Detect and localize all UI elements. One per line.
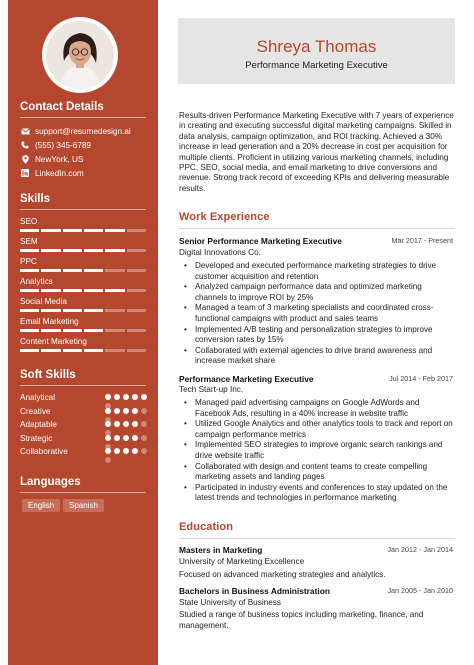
- soft-skill-row: [20, 420, 146, 429]
- contact-email-text: support@resumedesign.ai: [35, 126, 131, 136]
- skill-level-segment: [41, 309, 60, 312]
- skill-label: Social Media: [20, 297, 67, 306]
- skill-level-segment: [63, 309, 82, 312]
- contact-linkedin-text: LinkedIn.com: [35, 168, 84, 178]
- work-experience-divider: [179, 228, 455, 229]
- list-item: • Managed paid advertising campaigns on Google AdWords and Facebook Ads, resulting in a 40% increase in website traffic: [184, 398, 455, 419]
- skill-level-segment: [105, 269, 124, 272]
- contact-location-text: NewYork, US: [35, 154, 84, 164]
- skill-level-segment: [20, 289, 39, 292]
- skill-level-segment: [127, 249, 146, 252]
- skill-level-segment: [127, 229, 146, 232]
- skill-level-bar: [20, 349, 146, 352]
- linkedin-icon: [20, 168, 30, 178]
- contact-heading: Contact Details: [20, 101, 104, 113]
- skills-divider: [20, 209, 146, 210]
- skill-level-bar: [20, 329, 146, 332]
- rating-dot: [132, 421, 138, 427]
- skill-row: [20, 297, 146, 306]
- soft-skill-label: Creative: [20, 406, 51, 416]
- skill-level-segment: [84, 309, 103, 312]
- soft-skill-label: Adaptable: [20, 420, 57, 430]
- skill-label: Email Marketing: [20, 317, 79, 326]
- skill-label: Analytics: [20, 277, 53, 286]
- rating-dot: [123, 421, 129, 427]
- rating-dot: [123, 435, 129, 441]
- soft-skill-row: [20, 393, 146, 402]
- sidebar: [8, 0, 158, 665]
- skill-label: SEM: [20, 237, 38, 246]
- soft-skill-row: [20, 447, 146, 456]
- skill-level-segment: [63, 249, 82, 252]
- skill-level-segment: [84, 289, 103, 292]
- education-heading: Education: [179, 521, 234, 533]
- soft-skill-row: [20, 407, 146, 416]
- name-header: [178, 18, 455, 84]
- job-2-dates: Jul 2014 - Feb 2017: [389, 374, 453, 383]
- profile-photo: [46, 21, 114, 89]
- rating-dot: [114, 421, 120, 427]
- soft-skills-divider: [20, 385, 146, 386]
- skill-level-segment: [63, 329, 82, 332]
- rating-dot: [123, 448, 129, 454]
- work-experience-heading: Work Experience: [179, 211, 270, 223]
- contact-location: [20, 154, 83, 164]
- skill-label: SEO: [20, 217, 38, 226]
- skill-row: [20, 337, 146, 346]
- skill-level-segment: [105, 309, 124, 312]
- skill-level-segment: [41, 289, 60, 292]
- list-item: • Analyzed campaign performance data and optimized marketing channels to improve ROI by 25%: [184, 282, 455, 303]
- location-icon: [20, 154, 30, 164]
- rating-dot: [105, 421, 111, 427]
- soft-skill-label: Strategic: [20, 433, 53, 443]
- contact-phone[interactable]: [20, 140, 91, 150]
- contact-email[interactable]: [20, 126, 131, 136]
- phone-icon: [20, 140, 30, 150]
- rating-dot: [105, 435, 111, 441]
- contact-linkedin[interactable]: [20, 168, 84, 178]
- skill-level-segment: [127, 309, 146, 312]
- rating-dot: [132, 448, 138, 454]
- skill-level-segment: [20, 229, 39, 232]
- mail-icon: [20, 126, 30, 136]
- job-2-title: Performance Marketing Executive: [179, 374, 314, 384]
- skill-level-segment: [20, 269, 39, 272]
- soft-skill-rating: [105, 448, 155, 463]
- skill-level-segment: [105, 329, 124, 332]
- skill-level-segment: [105, 249, 124, 252]
- rating-dot: [132, 408, 138, 414]
- skill-level-segment: [41, 229, 60, 232]
- list-item: • Managed a team of 3 marketing specialists and coordinated cross-functional campaigns with product and sales teams: [184, 303, 455, 324]
- soft-skill-row: [20, 434, 146, 443]
- skill-label: PPC: [20, 257, 37, 266]
- profile-photo-frame: [42, 17, 118, 93]
- skill-label: Content Marketing: [20, 337, 87, 346]
- skill-level-segment: [84, 349, 103, 352]
- skill-level-segment: [127, 349, 146, 352]
- rating-dot: [141, 421, 147, 427]
- skills-heading: Skills: [20, 193, 51, 205]
- job-1-dates: Mar 2017 - Present: [391, 236, 453, 245]
- languages-heading: Languages: [20, 476, 81, 488]
- rating-dot: [114, 408, 120, 414]
- skill-level-segment: [63, 289, 82, 292]
- soft-skill-label: Analytical: [20, 393, 56, 402]
- education-divider: [179, 538, 455, 539]
- list-item: • Collaborated with external agencies to drive brand awareness and increase market share: [184, 346, 455, 367]
- education-2-description: Studied a range of business topics including marketing, finance, and management.: [179, 610, 424, 630]
- skill-level-segment: [127, 289, 146, 292]
- rating-dot: [123, 408, 129, 414]
- skill-row: [20, 237, 146, 246]
- skill-level-segment: [105, 289, 124, 292]
- skill-level-segment: [84, 249, 103, 252]
- rating-dot: [132, 435, 138, 441]
- rating-dot: [114, 394, 120, 400]
- contact-phone-text: (555) 345-6789: [35, 140, 91, 150]
- rating-dot: [114, 448, 120, 454]
- skill-level-segment: [41, 329, 60, 332]
- rating-dot: [123, 394, 129, 400]
- skill-level-segment: [20, 329, 39, 332]
- list-item: • Implemented SEO strategies to improve organic search rankings and drive website traffic: [184, 440, 455, 461]
- skill-level-bar: [20, 269, 146, 272]
- skill-level-segment: [63, 349, 82, 352]
- soft-skills-heading: Soft Skills: [20, 369, 76, 381]
- job-2-bullets: [184, 398, 455, 504]
- skill-level-segment: [41, 269, 60, 272]
- education-1-dates: Jan 2012 - Jan 2014: [387, 545, 453, 554]
- rating-dot: [141, 448, 147, 454]
- education-1-school: University of Marketing Excellence: [179, 557, 305, 566]
- rating-dot: [114, 435, 120, 441]
- skill-row: [20, 277, 146, 286]
- skill-level-bar: [20, 289, 146, 292]
- education-2-degree: Bachelors in Business Administration: [179, 586, 330, 596]
- rating-dot: [105, 408, 111, 414]
- skill-level-segment: [84, 269, 103, 272]
- skill-level-bar: [20, 249, 146, 252]
- skill-level-segment: [105, 349, 124, 352]
- candidate-name: Shreya Thomas: [256, 37, 377, 56]
- list-item: • Implemented A/B testing and personalization strategies to improve conversion rates by 15%: [184, 325, 455, 346]
- skill-level-segment: [20, 309, 39, 312]
- skill-level-segment: [20, 249, 39, 252]
- skill-row: [20, 317, 146, 326]
- candidate-title: Performance Marketing Executive: [245, 60, 388, 71]
- rating-dot: [141, 435, 147, 441]
- profile-summary: Results-driven Performance Marketing Executive with 7 years of experience in creating and executing successful digital marketing campaigns. Skilled in data analysis, campaign optimization, and ROI tracking. Achieved a 30% increase in lead generation and a 20% decrease in cost per acquisition for multiple clients. Proficient in utilizing various marketing channels, including PPC, SEO, social media, and email marketing to drive conversions and revenue. Strong track record of exceeding KPIs and delivering measurable results.: [179, 111, 454, 193]
- skill-level-segment: [127, 269, 146, 272]
- job-2-company: Tech Start-up Inc.: [179, 385, 244, 394]
- skill-level-bar: [20, 229, 146, 232]
- skill-level-segment: [63, 229, 82, 232]
- skill-level-segment: [127, 329, 146, 332]
- rating-dot: [141, 394, 147, 400]
- skill-level-segment: [63, 269, 82, 272]
- rating-dot: [105, 448, 111, 454]
- skill-level-bar: [20, 309, 146, 312]
- rating-dot: [105, 394, 111, 400]
- list-item: • Collaborated with design and content teams to create compelling marketing assets and landing pages: [184, 462, 455, 483]
- languages-divider: [20, 492, 146, 493]
- list-item: • Participated in industry events and conferences to stay updated on the latest trends and technologies in performance marketing: [184, 483, 455, 504]
- skill-level-segment: [84, 229, 103, 232]
- skill-level-segment: [105, 229, 124, 232]
- education-2-school: State University of Business: [179, 598, 281, 607]
- skill-row: [20, 217, 146, 226]
- skill-level-segment: [41, 249, 60, 252]
- job-1-bullets: [184, 261, 455, 367]
- list-item: • Utilized Google Analytics and other analytics tools to track and report on campaign performance metrics: [184, 419, 455, 440]
- job-1-company: Digital Innovations Co.: [179, 248, 261, 257]
- education-2-dates: Jan 2005 - Jan 2010: [387, 586, 453, 595]
- education-1-degree: Masters in Marketing: [179, 545, 263, 555]
- list-item: • Developed and executed performance marketing strategies to drive customer acquisition and retention: [184, 261, 455, 282]
- rating-dot: [105, 457, 111, 463]
- language-tag-english: English: [22, 499, 60, 512]
- soft-skill-label: Collaborative: [20, 447, 68, 457]
- job-1-title: Senior Performance Marketing Executive: [179, 236, 342, 246]
- rating-dot: [132, 394, 138, 400]
- skill-level-segment: [84, 329, 103, 332]
- skill-row: [20, 257, 146, 266]
- rating-dot: [141, 408, 147, 414]
- contact-divider: [20, 117, 146, 118]
- education-1-description: Focused on advanced marketing strategies and analytics.: [179, 570, 386, 579]
- language-tag-spanish: Spanish: [63, 499, 104, 512]
- skill-level-segment: [41, 349, 60, 352]
- skill-level-segment: [20, 349, 39, 352]
